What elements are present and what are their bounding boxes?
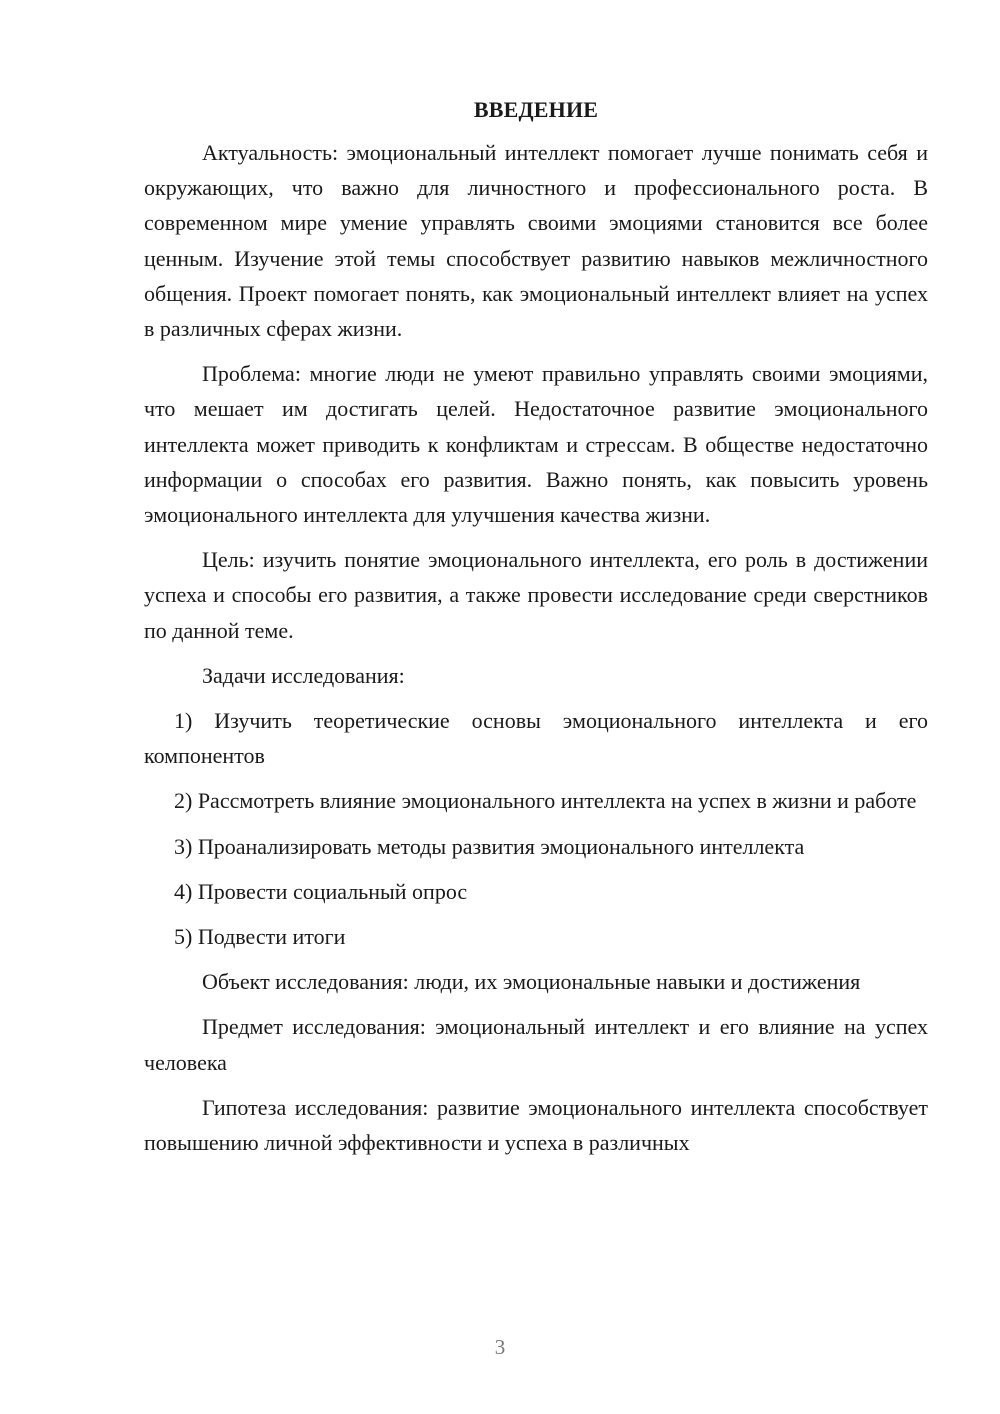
relevance-paragraph: Актуальность: эмоциональный интеллект помогает лучше понимать себя и окружающих, что важно для личностного и профессионального роста. В современном мире умение управлять своими эмоциями становится все более ценным. Изучение этой темы способствует развитию навыков межличностного общения. Проект помогает понять, как эмоциональный интеллект влияет на успех в различных сферах жизни. [144,140,928,342]
goal-paragraph: Цель: изучить понятие эмоционального интеллекта, его роль в достижении успеха и способы его развития, а также провести исследование среди сверстников по данной теме. [144,547,928,643]
task-item-4: 4) Провести социальный опрос [174,878,468,904]
hypothesis-paragraph: Гипотеза исследования: развитие эмоционального интеллекта способствует повышению личной эффективности и успеха в различных [144,1094,928,1156]
problem-paragraph: Проблема: многие люди не умеют правильно управлять своими эмоциями, что мешает им достигать целей. Недостаточное развитие эмоционального интеллекта может приводить к конфликтам и стрессам. В обществе недостаточно информации о способах его развития. Важно понять, как повысить уровень эмоционального интеллекта для улучшения качества жизни. [144,361,928,528]
subject-paragraph: Предмет исследования: эмоциональный интеллект и его влияние на успех человека [144,1014,928,1075]
page-number: 3 [494,1335,506,1359]
task-item-2: 2) Рассмотреть влияние эмоционального интеллекта на успех в жизни и работе [174,788,917,814]
task-item-3: 3) Проанализировать методы развития эмоционального интеллекта [174,833,805,859]
tasks-heading: Задачи исследования: [202,662,405,688]
task-item-5: 5) Подвести итоги [174,924,346,950]
object-paragraph: Объект исследования: люди, их эмоциональные навыки и достижения [202,969,861,995]
document-page [144,92,928,1170]
task-item-1: 1) Изучить теоретические основы эмоционального интеллекта и его компонентов [144,708,928,769]
section-title: ВВЕДЕНИЕ [473,97,599,122]
